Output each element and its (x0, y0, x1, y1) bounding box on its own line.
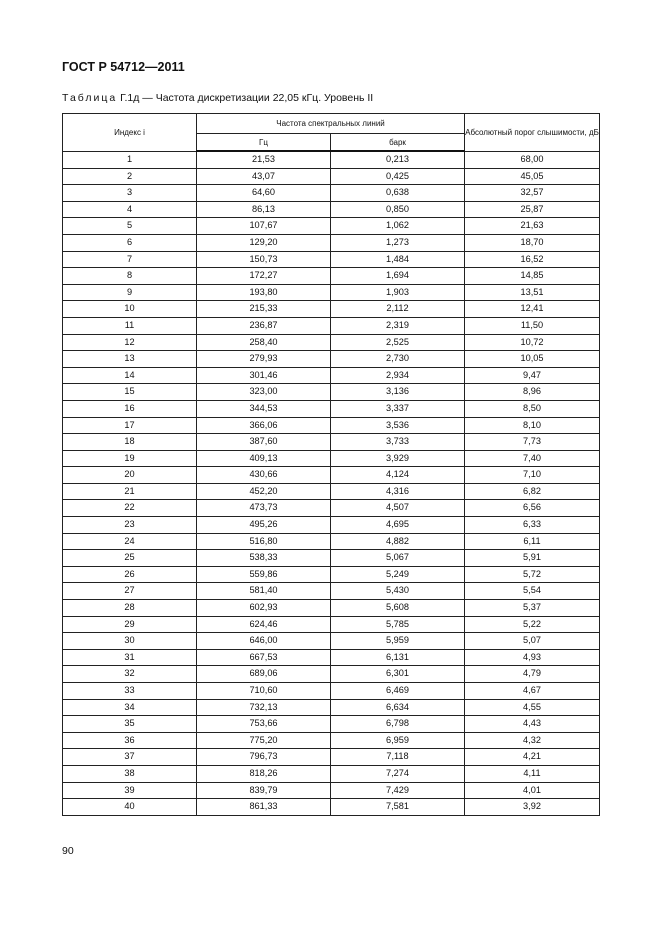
cell-hz: 602,93 (197, 600, 331, 617)
cell-index: 13 (63, 351, 197, 368)
cell-threshold: 8,10 (465, 417, 600, 434)
table-row (63, 749, 600, 766)
cell-hz: 538,33 (197, 550, 331, 567)
cell-index: 31 (63, 649, 197, 666)
table-row (63, 683, 600, 700)
cell-index: 3 (63, 185, 197, 202)
cell-index: 27 (63, 583, 197, 600)
table-row (63, 367, 600, 384)
cell-bark: 2,112 (331, 301, 465, 318)
cell-threshold: 4,11 (465, 765, 600, 782)
cell-threshold: 5,22 (465, 616, 600, 633)
table-row (63, 317, 600, 334)
cell-bark: 3,337 (331, 400, 465, 417)
cell-bark: 0,850 (331, 201, 465, 218)
table-row (63, 550, 600, 567)
table-row (63, 334, 600, 351)
cell-hz: 323,00 (197, 384, 331, 401)
cell-threshold: 13,51 (465, 284, 600, 301)
cell-hz: 86,13 (197, 201, 331, 218)
cell-index: 35 (63, 716, 197, 733)
table-row (63, 301, 600, 318)
cell-bark: 3,536 (331, 417, 465, 434)
cell-hz: 279,93 (197, 351, 331, 368)
cell-hz: 172,27 (197, 268, 331, 285)
cell-threshold: 10,05 (465, 351, 600, 368)
cell-bark: 6,959 (331, 732, 465, 749)
cell-bark: 4,507 (331, 500, 465, 517)
cell-hz: 624,46 (197, 616, 331, 633)
cell-threshold: 4,79 (465, 666, 600, 683)
cell-index: 36 (63, 732, 197, 749)
cell-hz: 516,80 (197, 533, 331, 550)
cell-bark: 5,959 (331, 633, 465, 650)
cell-bark: 2,934 (331, 367, 465, 384)
cell-hz: 409,13 (197, 450, 331, 467)
cell-bark: 6,301 (331, 666, 465, 683)
cell-threshold: 5,91 (465, 550, 600, 567)
cell-hz: 129,20 (197, 234, 331, 251)
cell-index: 40 (63, 799, 197, 816)
cell-hz: 43,07 (197, 168, 331, 185)
cell-threshold: 4,21 (465, 749, 600, 766)
frequency-table (62, 113, 600, 816)
header-threshold: Абсолютный порог слышимости, дБ (465, 114, 600, 152)
cell-bark: 3,136 (331, 384, 465, 401)
cell-threshold: 18,70 (465, 234, 600, 251)
cell-hz: 473,73 (197, 500, 331, 517)
cell-threshold: 6,33 (465, 517, 600, 534)
cell-hz: 646,00 (197, 633, 331, 650)
table-row (63, 417, 600, 434)
cell-bark: 7,118 (331, 749, 465, 766)
cell-bark: 5,430 (331, 583, 465, 600)
cell-bark: 3,929 (331, 450, 465, 467)
table-row (63, 201, 600, 218)
table-row (63, 434, 600, 451)
cell-hz: 861,33 (197, 799, 331, 816)
page-number: 90 (62, 845, 74, 857)
cell-bark: 1,903 (331, 284, 465, 301)
cell-bark: 1,062 (331, 218, 465, 235)
cell-index: 24 (63, 533, 197, 550)
cell-threshold: 11,50 (465, 317, 600, 334)
cell-threshold: 32,57 (465, 185, 600, 202)
cell-threshold: 7,73 (465, 434, 600, 451)
cell-hz: 215,33 (197, 301, 331, 318)
cell-threshold: 25,87 (465, 201, 600, 218)
cell-index: 15 (63, 384, 197, 401)
cell-threshold: 68,00 (465, 151, 600, 168)
table-row (63, 600, 600, 617)
document-title: ГОСТ Р 54712—2011 (62, 60, 185, 74)
cell-hz: 796,73 (197, 749, 331, 766)
cell-threshold: 6,11 (465, 533, 600, 550)
cell-hz: 236,87 (197, 317, 331, 334)
cell-threshold: 16,52 (465, 251, 600, 268)
cell-hz: 387,60 (197, 434, 331, 451)
table-row (63, 151, 600, 168)
table-row (63, 384, 600, 401)
table-caption (62, 92, 373, 104)
table-row (63, 400, 600, 417)
cell-hz: 818,26 (197, 765, 331, 782)
cell-threshold: 4,43 (465, 716, 600, 733)
table-row (63, 500, 600, 517)
cell-hz: 301,46 (197, 367, 331, 384)
header-hz: Гц (197, 134, 331, 152)
cell-threshold: 8,50 (465, 400, 600, 417)
cell-index: 6 (63, 234, 197, 251)
table-row (63, 649, 600, 666)
cell-threshold: 14,85 (465, 268, 600, 285)
header-index: Индекс i (63, 114, 197, 152)
cell-bark: 0,213 (331, 151, 465, 168)
cell-bark: 4,316 (331, 483, 465, 500)
cell-bark: 1,484 (331, 251, 465, 268)
cell-hz: 667,53 (197, 649, 331, 666)
cell-index: 37 (63, 749, 197, 766)
table-row (63, 467, 600, 484)
cell-bark: 7,274 (331, 765, 465, 782)
cell-bark: 1,694 (331, 268, 465, 285)
table-row (63, 234, 600, 251)
cell-index: 23 (63, 517, 197, 534)
cell-hz: 150,73 (197, 251, 331, 268)
cell-threshold: 4,93 (465, 649, 600, 666)
table-row (63, 633, 600, 650)
cell-hz: 193,80 (197, 284, 331, 301)
cell-index: 7 (63, 251, 197, 268)
table-row (63, 566, 600, 583)
cell-bark: 6,469 (331, 683, 465, 700)
cell-threshold: 12,41 (465, 301, 600, 318)
cell-hz: 452,20 (197, 483, 331, 500)
table-body (63, 151, 600, 815)
table-row (63, 517, 600, 534)
header-bark: барк (331, 134, 465, 152)
table-row (63, 799, 600, 816)
cell-bark: 2,730 (331, 351, 465, 368)
cell-threshold: 9,47 (465, 367, 600, 384)
table-row (63, 765, 600, 782)
cell-threshold: 5,72 (465, 566, 600, 583)
table-row (63, 450, 600, 467)
table-row (63, 666, 600, 683)
cell-threshold: 6,56 (465, 500, 600, 517)
cell-index: 25 (63, 550, 197, 567)
cell-hz: 689,06 (197, 666, 331, 683)
cell-hz: 21,53 (197, 151, 331, 168)
table-row (63, 732, 600, 749)
cell-bark: 4,882 (331, 533, 465, 550)
cell-bark: 6,798 (331, 716, 465, 733)
cell-hz: 559,86 (197, 566, 331, 583)
cell-hz: 258,40 (197, 334, 331, 351)
cell-bark: 6,131 (331, 649, 465, 666)
cell-index: 28 (63, 600, 197, 617)
table-row (63, 268, 600, 285)
cell-hz: 495,26 (197, 517, 331, 534)
cell-threshold: 6,82 (465, 483, 600, 500)
cell-threshold: 8,96 (465, 384, 600, 401)
cell-index: 17 (63, 417, 197, 434)
cell-hz: 107,67 (197, 218, 331, 235)
cell-threshold: 7,10 (465, 467, 600, 484)
cell-threshold: 3,92 (465, 799, 600, 816)
cell-bark: 2,525 (331, 334, 465, 351)
cell-bark: 7,581 (331, 799, 465, 816)
table-row (63, 533, 600, 550)
cell-bark: 5,785 (331, 616, 465, 633)
table-row (63, 185, 600, 202)
cell-hz: 64,60 (197, 185, 331, 202)
cell-bark: 4,124 (331, 467, 465, 484)
table-row (63, 699, 600, 716)
cell-index: 38 (63, 765, 197, 782)
table-row (63, 716, 600, 733)
cell-bark: 5,067 (331, 550, 465, 567)
cell-index: 12 (63, 334, 197, 351)
table-row (63, 251, 600, 268)
cell-index: 8 (63, 268, 197, 285)
cell-index: 18 (63, 434, 197, 451)
cell-index: 34 (63, 699, 197, 716)
table-row (63, 284, 600, 301)
cell-bark: 7,429 (331, 782, 465, 799)
cell-bark: 3,733 (331, 434, 465, 451)
cell-bark: 0,425 (331, 168, 465, 185)
cell-hz: 581,40 (197, 583, 331, 600)
cell-index: 26 (63, 566, 197, 583)
caption-label: Таблица (62, 92, 118, 104)
table-row (63, 218, 600, 235)
cell-index: 19 (63, 450, 197, 467)
cell-bark: 1,273 (331, 234, 465, 251)
cell-index: 1 (63, 151, 197, 168)
cell-hz: 366,06 (197, 417, 331, 434)
cell-index: 14 (63, 367, 197, 384)
caption-text: Г.1д — Частота дискретизации 22,05 кГц. Уровень II (120, 92, 374, 104)
table-row (63, 616, 600, 633)
cell-index: 2 (63, 168, 197, 185)
cell-bark: 5,608 (331, 600, 465, 617)
cell-hz: 753,66 (197, 716, 331, 733)
cell-hz: 430,66 (197, 467, 331, 484)
cell-hz: 839,79 (197, 782, 331, 799)
cell-threshold: 5,07 (465, 633, 600, 650)
cell-hz: 775,20 (197, 732, 331, 749)
cell-hz: 344,53 (197, 400, 331, 417)
cell-index: 30 (63, 633, 197, 650)
cell-threshold: 21,63 (465, 218, 600, 235)
cell-index: 9 (63, 284, 197, 301)
cell-index: 22 (63, 500, 197, 517)
cell-threshold: 7,40 (465, 450, 600, 467)
table-row (63, 483, 600, 500)
cell-threshold: 5,54 (465, 583, 600, 600)
cell-hz: 710,60 (197, 683, 331, 700)
cell-index: 20 (63, 467, 197, 484)
cell-index: 16 (63, 400, 197, 417)
cell-bark: 0,638 (331, 185, 465, 202)
cell-index: 33 (63, 683, 197, 700)
cell-threshold: 10,72 (465, 334, 600, 351)
table-row (63, 583, 600, 600)
cell-bark: 4,695 (331, 517, 465, 534)
cell-index: 39 (63, 782, 197, 799)
cell-hz: 732,13 (197, 699, 331, 716)
header-frequency-group: Частота спектральных линий (197, 114, 465, 134)
cell-index: 11 (63, 317, 197, 334)
cell-bark: 2,319 (331, 317, 465, 334)
table-row (63, 782, 600, 799)
cell-bark: 6,634 (331, 699, 465, 716)
cell-index: 5 (63, 218, 197, 235)
cell-threshold: 45,05 (465, 168, 600, 185)
table-row (63, 168, 600, 185)
cell-threshold: 4,01 (465, 782, 600, 799)
cell-index: 4 (63, 201, 197, 218)
cell-threshold: 4,55 (465, 699, 600, 716)
cell-index: 21 (63, 483, 197, 500)
cell-threshold: 4,32 (465, 732, 600, 749)
cell-threshold: 4,67 (465, 683, 600, 700)
cell-index: 29 (63, 616, 197, 633)
table-row (63, 351, 600, 368)
cell-threshold: 5,37 (465, 600, 600, 617)
cell-index: 32 (63, 666, 197, 683)
cell-index: 10 (63, 301, 197, 318)
cell-bark: 5,249 (331, 566, 465, 583)
